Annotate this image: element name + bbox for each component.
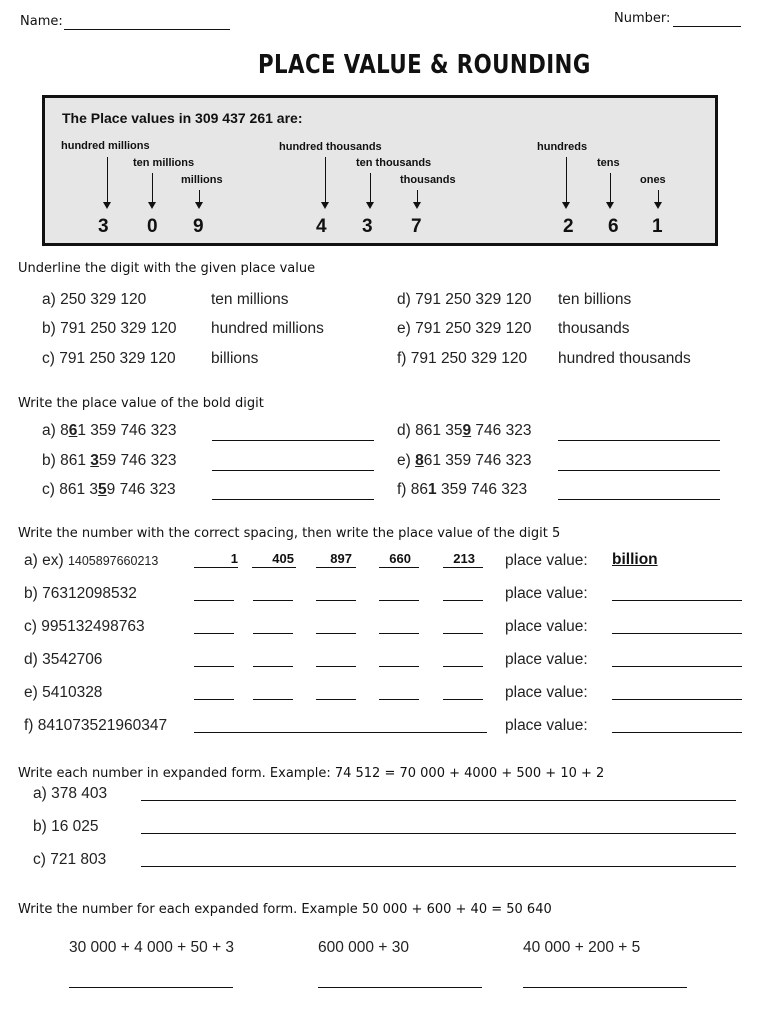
- group-blank[interactable]: [316, 699, 356, 700]
- bold-digit-item: a) 861 359 746 323: [42, 422, 177, 439]
- underline-item-label: d) 791 250 329 120: [397, 291, 532, 308]
- group-blank[interactable]: [194, 600, 234, 601]
- underline-item-value: billions: [211, 350, 259, 367]
- underline-item-label: b) 791 250 329 120: [42, 320, 177, 337]
- number-field[interactable]: [673, 26, 741, 27]
- underline-item-value: ten billions: [558, 291, 632, 308]
- digit-ones: 1: [652, 216, 663, 237]
- place-value-label: place value:: [505, 717, 588, 734]
- underline-item-value: ten millions: [211, 291, 289, 308]
- bold-digit-item: e) 861 359 746 323: [397, 452, 532, 469]
- underline-item-value: hundred thousands: [558, 350, 691, 367]
- group-blank[interactable]: [443, 633, 483, 634]
- arrow-icon: [107, 157, 108, 207]
- standard-item: 40 000 + 200 + 5: [523, 939, 641, 956]
- group-blank[interactable]: [194, 666, 234, 667]
- group-blank[interactable]: [194, 699, 234, 700]
- answer-line[interactable]: [558, 440, 720, 441]
- digit-hundreds: 2: [563, 216, 574, 237]
- place-value-label: place value:: [505, 618, 588, 635]
- group-blank[interactable]: [253, 633, 293, 634]
- answer-line[interactable]: [558, 499, 720, 500]
- label-hundred-millions: hundred millions: [61, 140, 150, 152]
- place-value-label: place value:: [505, 684, 588, 701]
- group-blank[interactable]: [443, 600, 483, 601]
- answer-line[interactable]: [69, 987, 233, 988]
- place-value-blank[interactable]: [612, 600, 742, 601]
- digit-thousands: 7: [411, 216, 422, 237]
- answer-line[interactable]: [212, 470, 374, 471]
- group-blank[interactable]: [379, 633, 419, 634]
- example-group: 660: [389, 551, 411, 566]
- underline-item-label: a) 250 329 120: [42, 291, 147, 308]
- expanded-item: c) 721 803: [33, 851, 107, 868]
- answer-line[interactable]: [212, 499, 374, 500]
- label-thousands: thousands: [400, 174, 456, 186]
- arrow-icon: [566, 157, 567, 207]
- arrow-icon: [417, 190, 418, 207]
- example-group: 897: [330, 551, 352, 566]
- page-title: PLACE VALUE & ROUNDING: [258, 50, 591, 80]
- group-blank[interactable]: [316, 633, 356, 634]
- place-value-label: place value:: [505, 585, 588, 602]
- label-hundreds: hundreds: [537, 141, 588, 153]
- spacing-instruction: Write the number with the correct spacing, then write the place value of the digit 5: [18, 526, 561, 541]
- place-value-label: place value:: [505, 552, 588, 569]
- name-field[interactable]: [64, 29, 230, 30]
- group-blank[interactable]: [253, 666, 293, 667]
- example-group: 1: [230, 551, 238, 566]
- answer-line[interactable]: [141, 866, 736, 867]
- group-blank[interactable]: [253, 699, 293, 700]
- place-value-blank[interactable]: [612, 666, 742, 667]
- bold-digit-item: b) 861 359 746 323: [42, 452, 177, 469]
- spacing-item: d) 3542706: [24, 651, 103, 668]
- digit-hundred-thousands: 4: [316, 216, 327, 237]
- place-box-heading: The Place values in 309 437 261 are:: [62, 110, 303, 126]
- example-answer: billion: [612, 551, 658, 568]
- place-value-blank[interactable]: [612, 633, 742, 634]
- arrow-icon: [152, 173, 153, 207]
- underline-item-value: hundred millions: [211, 320, 324, 337]
- group-blank[interactable]: [194, 633, 234, 634]
- group-blank[interactable]: [443, 666, 483, 667]
- expanded-item: b) 16 025: [33, 818, 99, 835]
- arrow-icon: [325, 157, 326, 207]
- underline-item-label: e) 791 250 329 120: [397, 320, 532, 337]
- spacing-item: e) 5410328: [24, 684, 103, 701]
- answer-line[interactable]: [523, 987, 687, 988]
- arrow-icon: [199, 190, 200, 207]
- example-group: 213: [453, 551, 475, 566]
- underline-item-label: c) 791 250 329 120: [42, 350, 176, 367]
- group-blank[interactable]: [443, 699, 483, 700]
- bold-digit-item: c) 861 359 746 323: [42, 481, 176, 498]
- expanded-instruction: Write each number in expanded form. Example: 74 512 = 70 000 + 4000 + 500 + 10 + 2: [18, 766, 605, 781]
- place-value-blank[interactable]: [612, 699, 742, 700]
- answer-line[interactable]: [141, 833, 736, 834]
- label-ten-thousands: ten thousands: [356, 157, 432, 169]
- answer-line[interactable]: [141, 800, 736, 801]
- digit-ten-millions: 0: [147, 216, 158, 237]
- bold-digit-instruction: Write the place value of the bold digit: [18, 396, 264, 411]
- digit-hundred-millions: 3: [98, 216, 109, 237]
- answer-line[interactable]: [318, 987, 482, 988]
- digit-millions: 9: [193, 216, 204, 237]
- label-millions: millions: [181, 174, 223, 186]
- group-blank[interactable]: [316, 666, 356, 667]
- label-tens: tens: [597, 157, 620, 169]
- expanded-item: a) 378 403: [33, 785, 108, 802]
- arrow-icon: [658, 190, 659, 207]
- group-blank[interactable]: [379, 666, 419, 667]
- digit-ten-thousands: 3: [362, 216, 373, 237]
- underline-instruction: Underline the digit with the given place value: [18, 261, 316, 276]
- group-blank[interactable]: [194, 732, 487, 733]
- spacing-item: c) 995132498763: [24, 618, 145, 635]
- group-blank[interactable]: [379, 699, 419, 700]
- underline-item-label: f) 791 250 329 120: [397, 350, 528, 367]
- name-label: Name:: [20, 14, 63, 29]
- bold-digit-item: f) 861 359 746 323: [397, 481, 528, 498]
- label-ones: ones: [640, 174, 666, 186]
- group-blank[interactable]: [379, 600, 419, 601]
- bold-digit-item: d) 861 359 746 323: [397, 422, 532, 439]
- arrow-icon: [370, 173, 371, 207]
- group-blank[interactable]: [253, 600, 293, 601]
- spacing-item: b) 76312098532: [24, 585, 137, 602]
- label-hundred-thousands: hundred thousands: [279, 141, 382, 153]
- underline-item-value: thousands: [558, 320, 630, 337]
- digit-tens: 6: [608, 216, 619, 237]
- number-label: Number:: [614, 11, 671, 26]
- standard-instruction: Write the number for each expanded form. Example 50 000 + 600 + 40 = 50 640: [18, 902, 552, 917]
- spacing-item: f) 841073521960347: [24, 717, 168, 734]
- place-value-blank[interactable]: [612, 732, 742, 733]
- standard-item: 30 000 + 4 000 + 50 + 3: [69, 939, 235, 956]
- label-ten-millions: ten millions: [133, 157, 195, 169]
- spacing-example: a) ex) 1405897660213: [24, 552, 159, 569]
- place-value-label: place value:: [505, 651, 588, 668]
- answer-line[interactable]: [212, 440, 374, 441]
- standard-item: 600 000 + 30: [318, 939, 409, 956]
- arrow-icon: [610, 173, 611, 207]
- answer-line[interactable]: [558, 470, 720, 471]
- group-blank[interactable]: [316, 600, 356, 601]
- example-group: 405: [272, 551, 294, 566]
